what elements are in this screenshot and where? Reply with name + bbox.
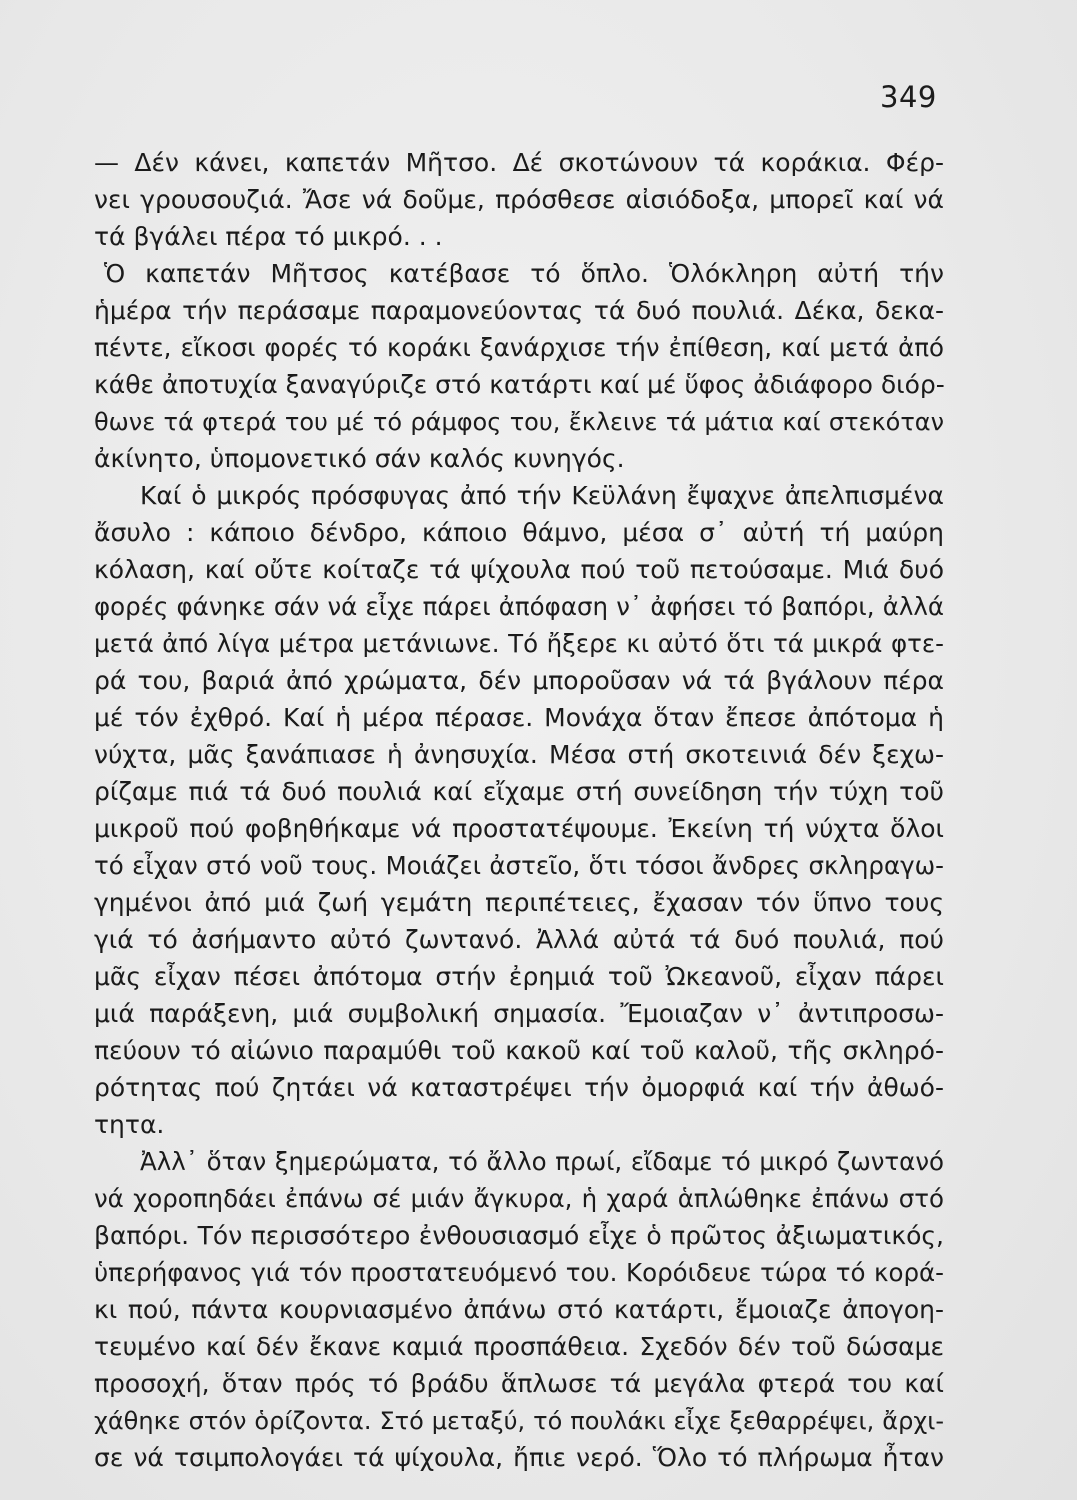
text-line: ἀκίνητο, ὑπομονετικό σάν καλός κυνηγός. (94, 444, 625, 473)
text-line: ἡμέρα τήν περάσαμε παραμονεύοντας τά δυό πουλιά. Δέκα, δεκα- (94, 296, 944, 325)
text-line: χάθηκε στόν ὁρίζοντα. Στό μεταξύ, τό πουλάκι εἶχε ξεθαρρέψει, ἄρχι- (94, 1407, 944, 1435)
text-line: κάθε ἀποτυχία ξαναγύριζε στό κατάρτι καί μέ ὕφος ἀδιάφορο διόρ- (94, 370, 945, 399)
page-number: 349 (880, 80, 937, 114)
text-line: μικροῦ πού φοβηθήκαμε νά προστατέψουμε. Ἐκείνη τή νύχτα ὅλοι (94, 814, 944, 843)
text-line: Ἀλλ᾽ ὅταν ξημερώματα, τό ἄλλο πρωί, εἴδαμε τό μικρό ζωντανό (140, 1147, 944, 1176)
text-line: θωνε τά φτερά του μέ τό ράμφος του, ἔκλεινε τά μάτια καί στεκόταν (94, 408, 944, 436)
text-line: νύχτα, μᾶς ξανάπιασε ἡ ἀνησυχία. Μέσα στή σκοτεινιά δέν ξεχω- (94, 740, 944, 769)
text-line: πέντε, εἴκοσι φορές τό κοράκι ξανάρχισε τήν ἐπίθεση, καί μετά ἀπό (94, 333, 944, 362)
text-line: Ὁ καπετάν Μῆτσος κατέβασε τό ὅπλο. Ὁλόκληρη αὐτή τήν (104, 259, 944, 288)
text-line: ὑπερήφανος γιά τόν προστατευόμενό του. Κορόιδευε τώρα τό κορά- (94, 1258, 944, 1287)
text-line: κι πού, πάντα κουρνιασμένο ἀπάνω στό κατάρτι, ἔμοιαζε ἀπογοη- (94, 1295, 944, 1324)
text-line: τευμένο καί δέν ἔκανε καμιά προσπάθεια. Σχεδόν δέν τοῦ δώσαμε (94, 1332, 944, 1361)
text-line: ρίζαμε πιά τά δυό πουλιά καί εἴχαμε στή συνείδηση τήν τύχη τοῦ (94, 777, 944, 806)
text-line: ρά του, βαριά ἀπό χρώματα, δέν μποροῦσαν νά τά βγάλουν πέρα (94, 666, 944, 695)
text-line: μᾶς εἶχαν πέσει ἀπότομα στήν ἐρημιά τοῦ Ὠκεανοῦ, εἶχαν πάρει (94, 962, 944, 991)
text-line: — Δέν κάνει, καπετάν Μῆτσο. Δέ σκοτώνουν τά κοράκια. Φέρ- (94, 148, 944, 177)
text-line: Καί ὁ μικρός πρόσφυγας ἀπό τήν Κεϋλάνη ἔψαχνε ἀπελπισμένα (140, 481, 944, 510)
text-line: τό εἶχαν στό νοῦ τους. Μοιάζει ἀστεῖο, ὅτι τόσοι ἄνδρες σκληραγω- (94, 851, 944, 880)
text-line: γιά τό ἀσήμαντο αὐτό ζωντανό. Ἀλλά αὐτά τά δυό πουλιά, πού (94, 925, 944, 954)
text-line: ἄσυλο : κάποιο δένδρο, κάποιο θάμνο, μέσα σ᾽ αὐτή τή μαύρη (94, 518, 944, 547)
text-line: προσοχή, ὅταν πρός τό βράδυ ἅπλωσε τά μεγάλα φτερά του καί (94, 1369, 944, 1398)
text-line: νά χοροπηδάει ἐπάνω σέ μιάν ἄγκυρα, ἡ χαρά ἁπλώθηκε ἐπάνω στό (94, 1184, 944, 1213)
text-line: μιά παράξενη, μιά συμβολική σημασία. Ἔμοιαζαν ν᾽ ἀντιπροσω- (94, 999, 944, 1028)
text-line: νει γρουσουζιά. Ἄσε νά δοῦμε, πρόσθεσε αἰσιόδοξα, μπορεῖ καί νά (94, 185, 944, 214)
text-line: τά βγάλει πέρα τό μικρό. . . (94, 222, 443, 251)
text-line: μετά ἀπό λίγα μέτρα μετάνιωνε. Τό ἤξερε κι αὐτό ὅτι τά μικρά φτε- (94, 629, 944, 658)
text-line: ρότητας πού ζητάει νά καταστρέψει τήν ὀμορφιά καί τήν ἀθωό- (94, 1073, 944, 1102)
text-line: πεύουν τό αἰώνιο παραμύθι τοῦ κακοῦ καί τοῦ καλοῦ, τῆς σκληρό- (94, 1036, 944, 1065)
text-line: μέ τόν ἐχθρό. Καί ἡ μέρα πέρασε. Μονάχα ὅταν ἔπεσε ἀπότομα ἡ (94, 703, 944, 732)
text-line: βαπόρι. Τόν περισσότερο ἐνθουσιασμό εἶχε ὁ πρῶτος ἀξιωματικός, (94, 1221, 944, 1250)
text-line: σε νά τσιμπολογάει τά ψίχουλα, ἤπιε νερό. Ὅλο τό πλήρωμα ἦταν (94, 1443, 944, 1472)
text-line: γημένοι ἀπό μιά ζωή γεμάτη περιπέτειες, ἔχασαν τόν ὕπνο τους (94, 888, 944, 917)
text-line: κόλαση, καί οὔτε κοίταζε τά ψίχουλα πού τοῦ πετούσαμε. Μιά δυό (94, 555, 944, 584)
text-line: τητα. (94, 1110, 165, 1139)
text-line: φορές φάνηκε σάν νά εἶχε πάρει ἀπόφαση ν᾽ ἀφήσει τό βαπόρι, ἀλλά (94, 592, 944, 621)
